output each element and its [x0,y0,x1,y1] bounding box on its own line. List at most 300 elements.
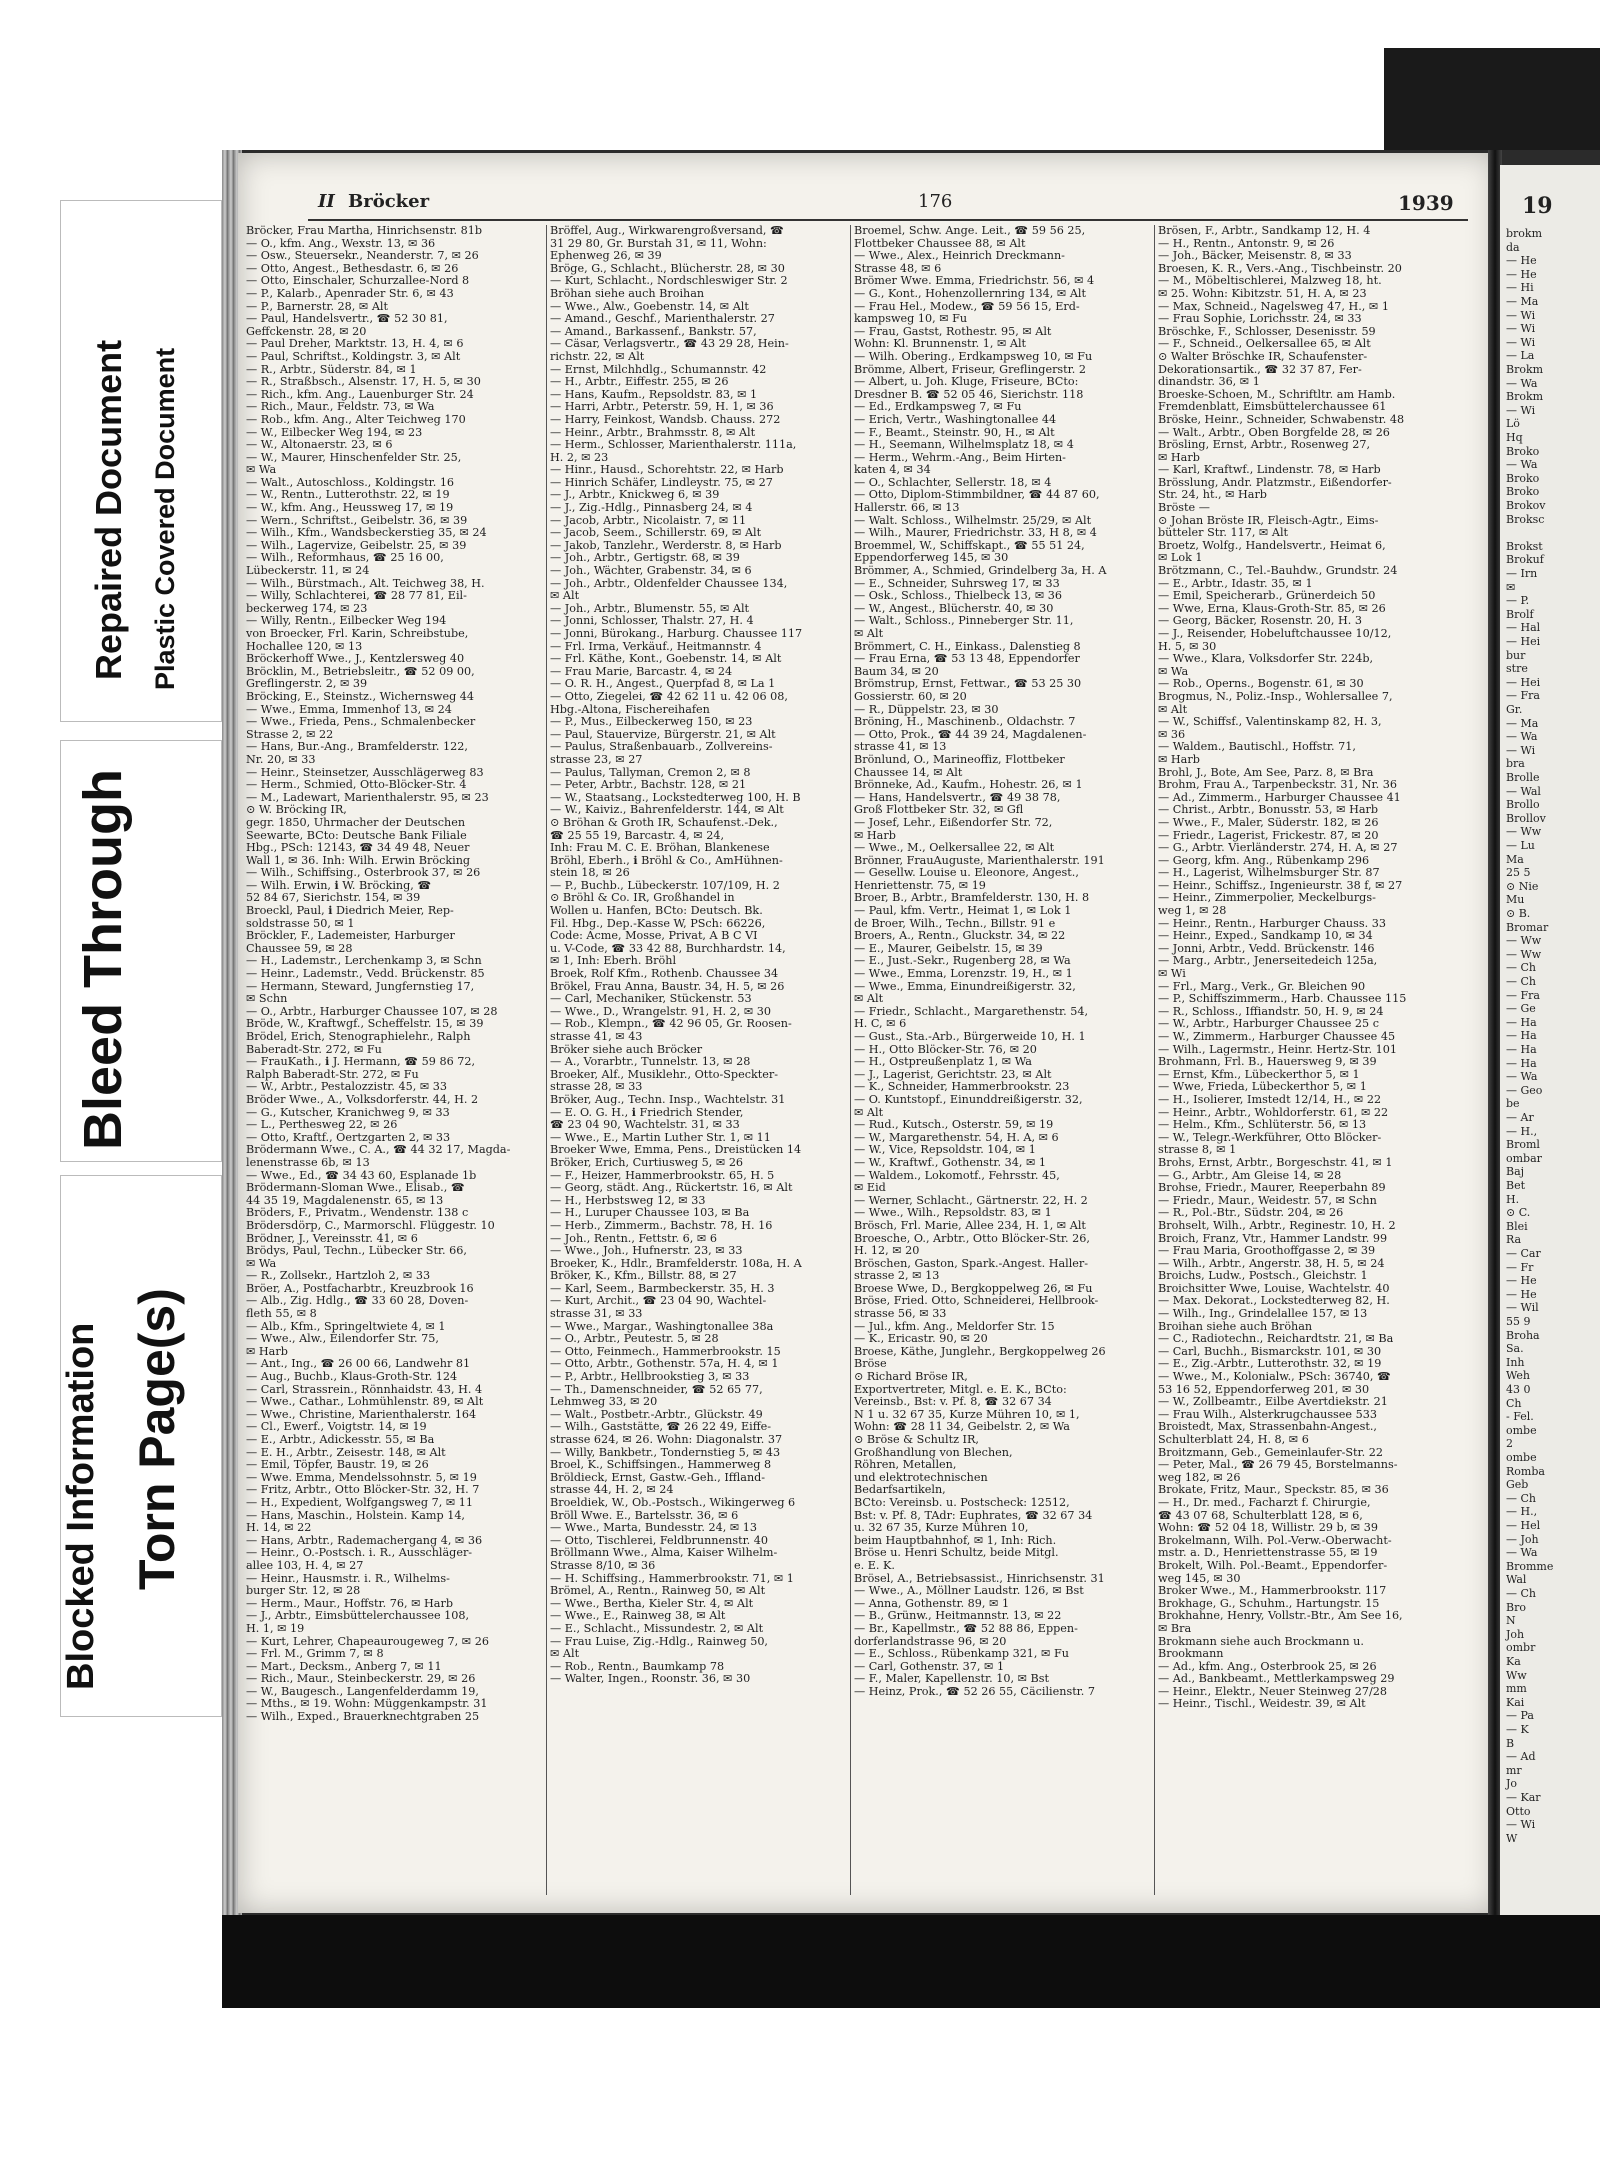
directory-entry: Ephenweg 26, ✉ 39 [550,250,662,263]
next-page-entry: — Wal [1506,784,1541,798]
directory-entry: — W., Zimmerm., Harburger Chaussee 45 [1158,1031,1396,1043]
next-page-entry: — Wi [1506,743,1536,757]
directory-entry: e. E. K. [854,1559,895,1572]
directory-entry: — Th., Damenschneider, ☎ 52 65 77, [550,1383,763,1396]
next-page-entry: — P. [1506,594,1530,608]
directory-entry: — Osk., Schloss., Thielbeck 13, ✉ 36 [854,590,1063,603]
directory-entry: Brödner, J., Vereinsstr. 41, ✉ 6 [246,1232,418,1245]
directory-entry: beckerweg 174, ✉ 23 [246,602,368,615]
directory-entry: — Ernst, Milchhdlg., Schumannstr. 42 [550,363,767,376]
directory-entry: — W., kfm. Ang., Heussweg 17, ✉ 19 [246,502,454,515]
next-page-entry: Weh [1506,1369,1531,1383]
directory-entry: — E., Maurer, Geibelstr. 15, ✉ 39 [854,942,1043,955]
directory-entry: Strasse 48, ✉ 6 [854,262,942,275]
next-page-entry: — He [1506,254,1537,268]
directory-entry: ✉ Alt [854,628,884,640]
next-page-entry: B [1506,1736,1515,1750]
next-page-entry: — Ha [1506,1015,1537,1029]
directory-entry: — Rud., Kutsch., Osterstr. 59, ✉ 19 [854,1119,1054,1132]
directory-entry: — H., Arbtr., Eiffestr. 255, ✉ 26 [550,376,729,389]
directory-entry: — Paul, Schriftst., Koldingstr. 3, ✉ Alt [246,350,461,363]
next-page-entry: be [1506,1097,1520,1111]
directory-entry: — Max, Schneid., Nagelsweg 47, H., ✉ 1 [1158,300,1389,313]
next-page-entry: Brokst [1506,539,1543,553]
directory-entry: — W., Schiffsf., Valentinskamp 82, H. 3, [1158,716,1382,729]
directory-entry: — O., Schlachter, Sellerstr. 18, ✉ 4 [854,476,1052,489]
directory-entry: — Heinr., Arbtr., Wohldorferstr. 61, ✉ 22 [1158,1106,1389,1119]
directory-entry: — G., Kutscher, Kranichweg 9, ✉ 33 [246,1106,450,1119]
directory-entry: ⊙ Bröhan & Groth IR, Schaufenst.-Dek., [550,816,778,829]
next-page-entry: — Wi [1506,308,1536,322]
directory-entry: — Otto, Ziegelei, ☎ 42 62 11 u. 42 06 08, [550,690,788,703]
directory-entry: ✉ 25. Wohn: Kibitzstr. 51, H. A, ✉ 23 [1158,287,1367,300]
directory-entry: ✉ Wa [1158,665,1189,678]
directory-entry: H. 1, ✉ 19 [246,1622,305,1635]
directory-entry: soldstrasse 50, ✉ 1 [246,917,355,930]
directory-entry: Bröckerhoff Wwe., J., Kentzlersweg 40 [246,653,465,666]
directory-entry: — J., Arbtr., Knickweg 6, ✉ 39 [550,489,720,502]
directory-entry: — Waldem., Bautischl., Hoffstr. 71, [1158,741,1356,754]
next-page-entry: Brokm [1506,363,1544,376]
directory-entry: H. 14, ✉ 22 [246,1522,312,1535]
directory-entry: — Peter, Arbtr., Bachstr. 128, ✉ 21 [550,779,747,792]
next-page-entry: — Wi [1506,403,1536,417]
directory-entry: richstr. 22, ✉ Alt [550,350,645,363]
directory-entry: — H., Lademstr., Lerchenkamp 3, ✉ Schn [246,955,482,968]
directory-entry: Nr. 20, ✉ 33 [246,753,316,766]
directory-entry: — Harry, Feinkost, Wandsb. Chauss. 272 [550,413,781,426]
directory-entry: — Rob., Klempn., ☎ 42 96 05, Gr. Roosen- [550,1018,792,1031]
next-page-entry: ✉ [1506,580,1516,594]
directory-entry: — R., Arbtr., Süderstr. 84, ✉ 1 [246,363,417,376]
directory-entry: — Jacob, Seem., Schillerstr. 69, ✉ Alt [550,527,762,540]
directory-entry: — W., Baugesch., Langenfelderdamm 19, [246,1685,479,1698]
directory-entry: — Frl. M., Grimm 7, ✉ 8 [246,1648,384,1661]
next-page-entry: Joh [1506,1627,1525,1641]
directory-entry: Brödel, Erich, Stenographielehr., Ralph [246,1031,471,1043]
directory-entry: — Georg, kfm. Ang., Rübenkamp 296 [1158,854,1370,867]
directory-entry: — Kurt, Schlacht., Nordschleswiger Str. 2 [550,275,788,288]
directory-entry: — Otto, Feinmech., Hammerbrookstr. 15 [550,1345,781,1358]
next-page-entry: — Ch [1506,975,1536,988]
directory-entry: — W., Maurer, Hinschenfelder Str. 25, [246,451,462,464]
directory-entry: — Gesellw. Louise u. Eleonore, Angest., [854,867,1079,880]
directory-entry: — Herm., Wehrm.-Ang., Beim Hirten- [854,451,1066,464]
next-page-entry: ⊙ C. [1506,1206,1531,1220]
directory-entry: ⊙ Bröse & Schultz IR, [854,1434,979,1446]
directory-entry: Bröste — [1158,502,1210,515]
directory-entry: — Wwe., M., Oelkersallee 22, ✉ Alt [854,842,1055,855]
directory-entry: Eppendorferweg 145, ✉ 30 [854,552,1009,565]
directory-entry: Broich, Franz, Vtr., Hammer Landstr. 99 [1158,1232,1388,1245]
directory-entry: Chaussee 14, ✉ Alt [854,766,963,779]
directory-entry: — Willy, Schlachterei, ☎ 28 77 81, Eil- [246,590,467,603]
directory-entry: — Wwe., Emma, Einundreißigerstr. 32, [854,980,1076,993]
directory-entry: Broeldiek, W., Ob.-Postsch., Wikingerweg 6 [550,1496,796,1509]
directory-entry: — H., Dr. med., Facharzt f. Chirurgie, [1158,1496,1371,1509]
directory-entry: Brökel, Frau Anna, Baustr. 34, H. 5, ✉ 26 [550,980,785,993]
directory-entry: fleth 55, ✉ 8 [246,1308,317,1321]
next-page-entry: — K [1506,1723,1529,1736]
directory-entry: — Heinz, Prok., ☎ 52 26 55, Cäcilienstr. 7 [854,1685,1096,1698]
directory-entry: — Paulus, Tallyman, Cremon 2, ✉ 8 [550,766,751,779]
directory-entry: Bröschen, Gaston, Spark.-Angest. Haller- [854,1257,1089,1270]
section-number: II [318,191,335,212]
directory-entry: — W., Arbtr., Pestalozzistr. 45, ✉ 33 [246,1081,448,1094]
directory-entry: H. 2, ✉ 23 [550,451,609,464]
directory-entry: — E. H., Arbtr., Zeisestr. 148, ✉ Alt [246,1446,446,1459]
directory-entry: — Helm., Kfm., Schlüterstr. 56, ✉ 13 [1158,1119,1367,1132]
directory-entry: — Frl., Marg., Verk., Gr. Bleichen 90 [1158,980,1366,993]
next-page-entry: — Wi [1506,1818,1536,1832]
directory-entry: strasse 2, ✉ 13 [854,1270,940,1283]
directory-entry: — Ad., Bankbeamt., Mettlerkampsweg 29 [1158,1673,1395,1686]
directory-entry: — Friedr., Maur., Weidestr. 57, ✉ Schn [1158,1194,1377,1207]
directory-entry: — Jonni, Arbtr., Vedd. Brückenstr. 146 [1158,942,1375,955]
directory-entry: — H., Luruper Chaussee 103, ✉ Ba [550,1207,750,1220]
directory-entry: Lehmweg 33, ✉ 20 [550,1396,658,1409]
next-page-entry: Baj [1506,1165,1525,1179]
directory-entry: — K., Schneider, Hammerbrookstr. 23 [854,1081,1070,1094]
directory-entry: — Rich., Maur., Steinbeckerstr. 29, ✉ 26 [246,1673,476,1686]
directory-entry: — W., Margarethenstr. 54, H. A, ✉ 6 [854,1131,1059,1144]
directory-entry: ✉ Harb [1158,753,1200,766]
directory-entry: — Wwe., Alw., Goebenstr. 14, ✉ Alt [550,300,749,313]
next-page-entry: Broko [1506,485,1540,499]
next-page-entry: — Car [1506,1247,1541,1260]
next-page-entry: Sa. [1506,1342,1524,1356]
directory-entry: Henriettenstr. 75, ✉ 19 [854,879,986,892]
directory-entry: — Hinrich Schäfer, Lindleystr. 75, ✉ 27 [550,476,773,489]
directory-entry: Inh: Frau M. C. E. Bröhan, Blankenese [550,842,770,855]
directory-entry: — Joh., Arbtr., Gertigstr. 68, ✉ 39 [550,552,740,565]
directory-entry: — Wilh., Schiffsing., Osterbrook 37, ✉ 26 [246,867,481,880]
directory-entry: Bedarfsartikeln, [854,1484,946,1497]
directory-entry: — Wwe., Joh., Hufnerstr. 23, ✉ 33 [550,1245,743,1258]
directory-entry: — W., Kraftwf., Gothenstr. 34, ✉ 1 [854,1156,1047,1169]
directory-entry: burger Str. 12, ✉ 28 [246,1585,361,1598]
next-page-entry: Wal [1506,1573,1527,1587]
directory-entry: — Wwe., Wilh., Repsoldstr. 83, ✉ 1 [854,1207,1052,1220]
directory-entry: — Joh., Bäcker, Meisenstr. 8, ✉ 33 [1158,250,1352,263]
directory-entry: — Wern., Schriftst., Geibelstr. 36, ✉ 39 [246,514,468,527]
directory-entry: Großhandlung von Blechen, [854,1446,1013,1459]
directory-entry: — Ed., Erdkampsweg 7, ✉ Fu [854,401,1022,414]
directory-entry: ✉ 1, Inh: Eberh. Bröhl [550,955,677,968]
next-page-entry: Brokov [1506,499,1546,512]
directory-entry: — E. O. G. H., ℹ Friedrich Stender, [550,1106,744,1119]
directory-entry: — Karl, Kraftwf., Lindenstr. 78, ✉ Harb [1158,464,1381,477]
header-keyword: Bröcker [348,191,430,212]
directory-entry: — Rob., Operns., Bogenstr. 61, ✉ 30 [1158,678,1364,691]
directory-entry: gegr. 1850, Uhrmacher der Deutschen [246,816,466,829]
directory-entry: Dresdner B. ☎ 52 05 46, Sierichstr. 118 [854,388,1084,401]
directory-entry: — Erich, Vertr., Washingtonallee 44 [854,413,1057,426]
next-page-entry: W [1506,1831,1518,1845]
directory-entry: 44 35 19, Magdalenenstr. 65, ✉ 13 [246,1194,444,1207]
directory-entry: — O., Arbtr., Peutestr. 5, ✉ 28 [550,1333,719,1346]
next-page-entry: — Wa [1506,1546,1538,1560]
directory-entry: — Heinr., Elektr., Neuer Steinweg 27/28 [1158,1685,1387,1698]
directory-entry: — W., Vice, Repsoldstr. 104, ✉ 1 [854,1144,1036,1157]
directory-entry: — E., Arbtr., Adickesstr. 55, ✉ Ba [246,1434,435,1446]
directory-entry: — G., Arbtr. Vierländerstr. 274, H. A, ✉ 27 [1158,842,1398,855]
next-page-entry: — Hei [1506,675,1541,689]
directory-entry: H. 5, ✉ 30 [1158,640,1217,653]
page-header [318,191,1478,217]
directory-entry: beim Hauptbahnhof, ✉ 1, Inh: Rich. [854,1534,1057,1547]
directory-entry: — Georg, Bäcker, Rosenstr. 20, H. 3 [1158,615,1362,628]
directory-entry: ✉ Wi [1158,968,1186,981]
directory-entry: Fil. Hbg., Dep.-Kasse W, PSch: 66226, [550,917,766,930]
next-page-entry: — Ww [1506,825,1542,839]
directory-entry: — Wwe., D., Wrangelstr. 91, H. 2, ✉ 30 [550,1005,772,1018]
directory-entry: ✉ 36 [1158,728,1186,741]
directory-entry: Groß Flottbeker Str. 32, ✉ Gfl [854,804,1024,817]
directory-entry: — Wilh. Obering., Erdkampsweg 10, ✉ Fu [854,350,1093,363]
directory-entry: ✉ Wa [246,1257,277,1270]
directory-entry: ⊙ Walter Bröschke IR, Schaufenster- [1158,350,1368,363]
next-page-entry: — Geo [1506,1083,1543,1097]
next-page-entry: Broksc [1506,512,1545,526]
next-page-entry: Brollo [1506,798,1540,812]
directory-entry: — Ernst, Kfm., Lübeckerthor 5, ✉ 1 [1158,1068,1360,1081]
directory-entry: — Joh., Arbtr., Blumenstr. 55, ✉ Alt [550,602,750,615]
next-page-entry: ⊙ B. [1506,907,1531,920]
next-page-entry: — Fra [1506,689,1540,703]
directory-entry: — Heinr., Steinsetzer, Ausschlägerweg 83 [246,766,484,779]
directory-entry: — W., Arbtr., Harburger Chaussee 25 c [1158,1018,1379,1031]
label-box-top [60,200,222,722]
directory-entry: Code: Acme, Mosse, Privat, A B C VI [550,930,758,943]
directory-entry: ✉ Alt [854,1106,884,1119]
directory-entry: — L., Perthesweg 22, ✉ 26 [246,1119,398,1132]
directory-entry: — E., Just.-Sekr., Rugenberg 28, ✉ Wa [854,955,1071,968]
directory-entry: — Hans, Arbtr., Rademachergang 4, ✉ 36 [246,1534,483,1547]
directory-entry: — J., Reisender, Hobeluftchaussee 10/12, [1158,628,1392,640]
directory-entry: — Paul, Handelsvertr., ☎ 52 30 81, [246,313,448,326]
directory-column-4 [1158,225,1470,1905]
directory-entry: 52 84 67, Sierichstr. 154, ✉ 39 [246,892,421,905]
next-page-entry: Brolf [1506,607,1534,621]
next-page-entry: H. [1506,1192,1520,1206]
directory-entry: — Walt., Schloss., Pinneberger Str. 11, [854,615,1074,628]
next-page-entry: Lö [1506,417,1520,431]
directory-entry: Vereinsb., Bst: v. Pf. 8, ☎ 32 67 34 [854,1396,1052,1409]
directory-entry: — Cäsar, Verlagsvertr., ☎ 43 29 28, Hein- [550,338,789,351]
directory-entry: — B., Grünw., Heitmannstr. 13, ✉ 22 [854,1610,1062,1623]
directory-entry: — Ant., Ing., ☎ 26 00 66, Landwehr 81 [246,1358,471,1371]
directory-entry: ✉ Alt [550,1648,580,1661]
directory-entry: Bröldieck, Ernst, Gastw.-Geh., Iffland- [550,1471,766,1484]
directory-entry: — Peter, Mal., ☎ 26 79 45, Borstelmanns- [1158,1459,1398,1472]
directory-entry: Strasse 8/10, ✉ 36 [550,1559,656,1572]
directory-entry: — Otto, Prok., ☎ 44 39 24, Magdalenen- [854,728,1087,741]
next-page-entry: — Hel [1506,1519,1541,1532]
directory-entry: ✉ Harb [854,829,896,842]
next-page-entry: Ra [1506,1233,1522,1247]
directory-entry: Bröse u. Henri Schultz, beide Mitgl. [854,1547,1059,1560]
directory-entry: — Friedr., Lagerist, Frickestr. 87, ✉ 20 [1158,829,1379,842]
directory-entry: — Paul, kfm. Vertr., Heimat 1, ✉ Lok 1 [854,905,1072,918]
directory-entry: Brömmer, A., Schmied, Grindelberg 3a, H. A [854,565,1107,578]
directory-entry: Brönner, FrauAuguste, Marienthalerstr. 191 [854,854,1105,867]
directory-entry: — Frau Sophie, Lorichsstr. 24, ✉ 33 [1158,313,1362,326]
directory-entry: Broese Wwe, D., Bergkoppelweg 26, ✉ Fu [854,1282,1093,1295]
directory-entry: mstr. a. D., Henriettenstrasse 55, ✉ 19 [1158,1547,1378,1560]
next-page-entry: — Wil [1506,1301,1539,1315]
directory-entry: Schulterblatt 24, H. 8, ✉ 6 [1158,1434,1309,1446]
header-rule [308,219,1468,221]
directory-entry: Brösen, F., Arbtr., Sandkamp 12, H. 4 [1158,225,1371,237]
next-page-entry: — Wi [1506,322,1536,336]
directory-entry: Greflingerstr. 2, ✉ 39 [246,678,368,691]
directory-entry: — Otto, Arbtr., Gothenstr. 57a, H. 4, ✉ 1 [550,1358,779,1371]
next-page-entry: — Ma [1506,716,1539,730]
directory-entry: Brönlund, O., Marineoffiz, Flottbeker [854,753,1065,766]
directory-entry: — Wwe, Frieda, Lübeckerthor 5, ✉ 1 [1158,1081,1367,1094]
directory-entry: — Jonni, Schlosser, Thalstr. 27, H. 4 [550,615,754,628]
directory-entry: Bröde, W., Kraftwgf., Scheffelstr. 15, ✉ 39 [246,1018,484,1031]
directory-entry: — Paul, Stauervize, Bürgerstr. 21, ✉ Alt [550,728,776,741]
next-page-entry: stre [1506,662,1528,676]
directory-entry: — F., Schneid., Oelkersallee 65, ✉ Alt [1158,338,1371,351]
scan-label-strip [0,0,230,2177]
directory-entry: — H., Lagerist, Wilhelmsburger Str. 87 [1158,867,1380,880]
directory-entry: — Hans, Kaufm., Repsoldstr. 83, ✉ 1 [550,388,758,401]
next-page-entry: mm [1506,1682,1527,1696]
directory-entry: — P., Kalarb., Apenrader Str. 6, ✉ 43 [246,287,454,300]
next-page-entry: — Joh [1506,1532,1539,1546]
next-page-entry: — Irn [1506,567,1538,580]
directory-entry: Wall 1, ✉ 36. Inh: Wilh. Erwin Bröcking [246,854,471,867]
next-page-entry: — Ch [1506,1587,1536,1600]
directory-entry: weg 145, ✉ 30 [1158,1572,1241,1585]
next-page-entry: Broha [1506,1328,1540,1342]
directory-entry: ☎ 43 07 68, Schulterblatt 128, ✉ 6, [1158,1509,1363,1522]
directory-entry: strasse 31, ✉ 33 [550,1308,643,1321]
directory-entry: Broeker, Alf., Musiklehr., Otto-Speckter- [550,1068,778,1081]
next-page-entry: — Pa [1506,1709,1534,1723]
directory-entry: BCto: Vereinsb. u. Postscheck: 12512, [854,1496,1070,1509]
directory-entry: — W., Zollbeamtr., Eilbe Avertdiekstr. 21 [1158,1396,1388,1409]
directory-entry: — Christ., Arbtr., Bonusstr. 53, ✉ Harb [1158,804,1378,817]
directory-entry: — Jonni, Bürokang., Harburg. Chaussee 117 [550,628,803,640]
directory-entry: 53 16 52, Eppendorferweg 201, ✉ 30 [1158,1383,1370,1396]
directory-entry: katen 4, ✉ 34 [854,464,931,477]
directory-entry: — E., Schneider, Suhrsweg 17, ✉ 33 [854,577,1060,590]
directory-entry: — W., Eilbecker Weg 194, ✉ 23 [246,426,423,439]
directory-entry: lenenstrasse 6b, ✉ 13 [246,1156,370,1169]
directory-entry: — Ad., kfm. Ang., Osterbrook 25, ✉ 26 [1158,1660,1377,1673]
directory-entry: — Frau Luise, Zig.-Hdlg., Rainweg 50, [550,1635,768,1648]
directory-entry: — Joh., Arbtr., Oldenfelder Chaussee 134, [550,577,788,590]
directory-entry: — E., Zig.-Arbtr., Lutterothstr. 32, ✉ 19 [1158,1358,1382,1371]
directory-entry: — Wilh., Arbtr., Angerstr. 38, H. 5, ✉ 24 [1158,1257,1385,1270]
directory-entry: Hochallee 120, ✉ 13 [246,640,363,653]
next-page-entry: Bromme [1506,1559,1554,1573]
column-divider [850,225,851,1895]
directory-entry: — Max. Dekorat., Lockstedterweg 82, H. [1158,1295,1390,1308]
directory-entry: Brokate, Fritz, Maur., Speckstr. 85, ✉ 36 [1158,1484,1389,1497]
next-page-entry: — He [1506,267,1537,281]
directory-entry: Ralph Baberadt-Str. 272, ✉ Fu [246,1068,419,1081]
directory-entry: Baberadt-Str. 272, ✉ Fu [246,1043,382,1056]
directory-entry: Broichs, Ludw., Postsch., Gleichstr. 1 [1158,1270,1368,1283]
directory-entry: Broeker Wwe, Emma, Pens., Dreistücken 14 [550,1144,802,1157]
directory-entry: weg 182, ✉ 26 [1158,1471,1241,1484]
next-page-entry: 25 5 [1506,866,1531,880]
next-page-entry: Broml [1506,1138,1540,1152]
directory-entry: Broetz, Wolfg., Handelsvertr., Heimat 6, [1158,539,1386,552]
directory-entry: — O. Kuntstopf., Einunddreißigerstr. 32, [854,1093,1083,1106]
directory-entry: — O., kfm. Ang., Wexstr. 13, ✉ 36 [246,237,436,250]
directory-entry: — R., Düppelstr. 23, ✉ 30 [854,703,999,716]
directory-entry: dinandstr. 36, ✉ 1 [1158,376,1260,389]
directory-entry: Brönneke, Ad., Kaufm., Hohestr. 26, ✉ 1 [854,779,1083,792]
next-page-entry: Ka [1506,1655,1521,1668]
directory-entry: — Walt., Arbtr., Oben Borgfelde 28, ✉ 26 [1158,426,1390,439]
directory-entry: — Wwe., Klara, Volksdorfer Str. 224b, [1158,653,1374,666]
directory-entry: Brokelt, Wilh. Pol.-Beamt., Eppendorfer- [1158,1559,1388,1572]
directory-entry: — P., Arbtr., Hellbrookstieg 3, ✉ 33 [550,1371,750,1384]
directory-entry: ✉ Wa [246,464,277,477]
directory-entry: Broichsitter Wwe, Louise, Wachtelstr. 40 [1158,1282,1390,1295]
directory-entry: Brogmus, N., Poliz.-Insp., Wohlersallee 7, [1158,690,1393,703]
directory-entry: — C., Radiotechn., Reichardtstr. 21, ✉ Ba [1158,1333,1394,1346]
directory-entry: — Werner, Schlacht., Gärtnerstr. 22, H. 2 [854,1194,1088,1207]
directory-entry: — Jul., kfm. Ang., Meldorfer Str. 15 [854,1320,1055,1333]
directory-entry: — H., Herbstsweg 12, ✉ 33 [550,1194,706,1207]
directory-entry: Bröschke, F., Schlosser, Desenisstr. 59 [1158,325,1376,338]
directory-entry: — H., Expedient, Wolfgangsweg 7, ✉ 11 [246,1496,474,1509]
directory-entry: — Mart., Decksm., Anberg 7, ✉ 11 [246,1660,442,1673]
directory-entry: — H., Ostpreußenplatz 1, ✉ Wa [854,1056,1032,1069]
directory-entry: Brödersdörp, C., Marmorschl. Flüggestr. 10 [246,1219,495,1232]
directory-entry: — Heinr., Arbtr., Brahmsstr. 8, ✉ Alt [550,426,756,439]
directory-entry: — Alb., Kfm., Springeltwiete 4, ✉ 1 [246,1320,446,1333]
directory-entry: Broek, Rolf Kfm., Rothenb. Chaussee 34 [550,968,779,981]
directory-entry: strasse 8, ✉ 1 [1158,1144,1237,1157]
next-page-entry: mr [1506,1763,1522,1777]
directory-entry: — Otto, Einschaler, Schurzallee-Nord 8 [246,275,470,288]
column-divider [546,225,547,1895]
page-year: 1939 [1398,191,1454,215]
directory-entry: — Joh., Rentn., Fettstr. 6, ✉ 6 [550,1232,717,1245]
next-page-entry: Gr. [1506,703,1523,716]
directory-entry: Bröning, H., Maschinenb., Oldachstr. 7 [854,716,1076,729]
directory-entry: — Wwe., M., Kolonialw., PSch: 36740, ☎ [1158,1371,1391,1384]
label-repaired: Repaired Document [88,339,129,680]
next-page-entry: — Ww [1506,934,1542,948]
directory-entry: Bröse [854,1358,887,1371]
directory-entry: — E., Schloss., Rübenkamp 321, ✉ Fu [854,1648,1069,1661]
directory-entry: Flottbeker Chaussee 88, ✉ Alt [854,237,1026,250]
directory-entry: ✉ Schn [246,993,288,1006]
directory-entry: — Wwe., Emma, Lorenzstr. 19, H., ✉ 1 [854,968,1073,981]
directory-entry: — M., Möbeltischlerei, Malzweg 18, ht. [1158,275,1382,288]
directory-entry: Wohn: ☎ 52 04 18, Willistr. 29 b, ✉ 39 [1158,1522,1378,1535]
directory-entry: — FrauKath., ℹ J. Hermann, ☎ 59 86 72, [246,1056,476,1069]
directory-entry: strasse 56, ✉ 33 [854,1308,947,1321]
directory-entry: — Frau, Gastst, Rothestr. 95, ✉ Alt [854,325,1052,338]
directory-entry: bütteler Str. 117, ✉ Alt [1158,527,1289,540]
directory-entry: Bröker, Aug., Techn. Insp., Wachtelstr. 31 [550,1093,786,1106]
directory-entry: — Anna, Gothenstr. 89, ✉ 1 [854,1597,1010,1610]
directory-entry: — Wwe, Erna, Klaus-Groth-Str. 85, ✉ 26 [1158,602,1386,615]
directory-entry: — J., Lagerist, Gerichtstr. 23, ✉ Alt [854,1068,1052,1081]
directory-entry: Bröckler, F., Lademeister, Harburger [246,930,455,943]
